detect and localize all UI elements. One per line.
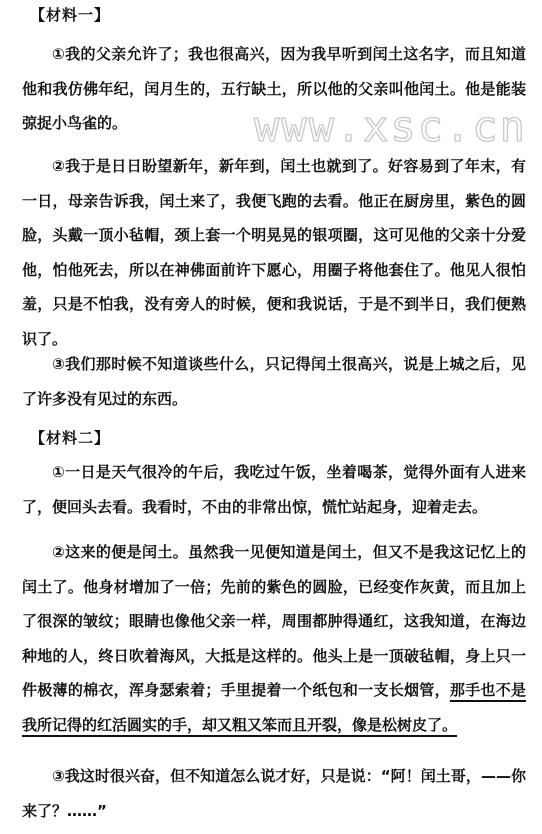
watermark: www.xsc.cn bbox=[254, 102, 527, 151]
material-two-paragraph-2 bbox=[22, 535, 526, 742]
material-one-paragraph-2: ②我于是日日盼望新年，新年到，闰土也就到了。好容易到了年末，有一日，母亲告诉我，闰土来了，我便飞跑的去看。他正在厨房里，紫色的圆脸，头戴一顶小毡帽，颈上套一个明晃晃的银项圈，这可见他的父亲十分爱他，怕他死去，所以在神佛面前许下愿心，用圈子将他套住了。他见人很怕羞，只是不怕我，没有旁人的时候，便和我说话，于是不到半日，我们便熟识了。 bbox=[22, 157, 526, 348]
material-one-paragraph-3: ③我们那时候不知道谈些什么，只记得闰土很高兴，说是上城之后，见了许多没有见过的东西。 bbox=[22, 355, 526, 408]
underlined-sentence: 那手也不是我所记得的红活圆实的手，却又粗又笨而且开裂，像是松树皮了。 bbox=[22, 681, 526, 734]
material-one-heading: 【材料一】 bbox=[30, 6, 111, 24]
material-two-paragraph-3: ③我这时很兴奋，但不知道怎么说才好，只是说：“阿！闰土哥，——你来了？……” bbox=[22, 767, 526, 820]
material-two-heading: 【材料二】 bbox=[30, 429, 111, 447]
material-one-paragraph-1: ①我的父亲允许了；我也很高兴，因为我早听到闰土这名字，而且知道他和我仿佛年纪，闰月生的，五行缺土，所以他的父亲叫他闰土。他是能装弶捉小鸟雀的。 bbox=[22, 45, 526, 132]
paragraph-2-text: ②这来的便是闰土。虽然我一见便知道是闰土，但又不是我这记忆上的闰土了。他身材增加了一倍；先前的紫色的圆脸，已经变作灰黄，而且加上了很深的皱纹；眼睛也像他父亲一样，周围都肿得通红，这我知道，在海边种地的人，终日吹着海风，大抵是这样的。他头上是一顶破毡帽，身上只一件极薄的棉衣，浑身瑟索着；手里提着一个纸包和一支长烟管， bbox=[22, 543, 526, 699]
material-two-paragraph-1: ①一日是天气很冷的午后，我吃过午饭，坐着喝茶，觉得外面有人进来了，便回头去看。我看时，不由的非常出惊，慌忙站起身，迎着走去。 bbox=[22, 463, 526, 516]
